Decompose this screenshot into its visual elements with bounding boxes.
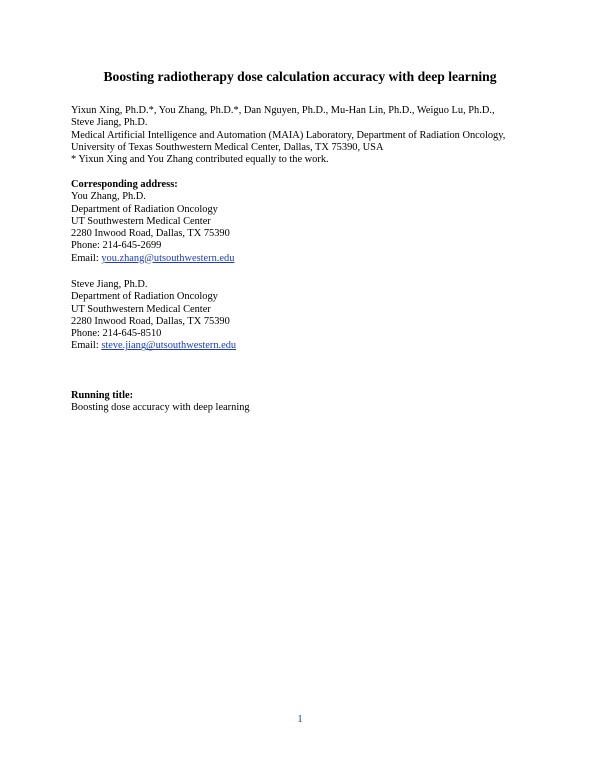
author-block xyxy=(71,105,541,166)
contact-name: You Zhang, Ph.D. xyxy=(71,191,146,203)
contact-department: Department of Radiation Oncology xyxy=(71,291,218,303)
page-number: 1 xyxy=(297,713,303,725)
contact-phone: Phone: 214-645-8510 xyxy=(71,328,162,340)
email-link[interactable]: you.zhang@utsouthwestern.edu xyxy=(101,252,235,264)
affiliation-line: University of Texas Southwestern Medical Center, Dallas, TX 75390, USA xyxy=(71,141,384,153)
contact-email-line xyxy=(71,340,541,352)
corresponding-heading: Corresponding address: xyxy=(71,179,178,190)
running-title-block xyxy=(71,390,541,415)
contact-address: 2280 Inwood Road, Dallas, TX 75390 xyxy=(71,315,230,327)
contact-name: Steve Jiang, Ph.D. xyxy=(71,279,148,290)
contact-address: 2280 Inwood Road, Dallas, TX 75390 xyxy=(71,228,230,240)
running-title-text: Boosting dose accuracy with deep learning xyxy=(71,402,250,414)
contact-center: UT Southwestern Medical Center xyxy=(71,215,211,227)
running-title-heading: Running title: xyxy=(71,390,134,401)
contact-department: Department of Radiation Oncology xyxy=(71,203,218,215)
email-link[interactable]: steve.jiang@utsouthwestern.edu xyxy=(101,340,237,352)
author-list-line: Steve Jiang, Ph.D. xyxy=(71,117,148,129)
email-label: Email: xyxy=(71,340,102,352)
affiliation-line: Medical Artificial Intelligence and Automation (MAIA) Laboratory, Department of Radiation Oncology, xyxy=(71,129,506,141)
second-contact-block xyxy=(71,279,541,353)
contact-email-line xyxy=(71,253,541,265)
author-list-line: Yixun Xing, Ph.D.*, You Zhang, Ph.D.*, Dan Nguyen, Ph.D., Mu-Han Lin, Ph.D., Weiguo Lu, Ph.D., xyxy=(71,105,495,116)
email-label: Email: xyxy=(71,252,102,264)
contact-center: UT Southwestern Medical Center xyxy=(71,303,211,315)
contact-phone: Phone: 214-645-2699 xyxy=(71,240,162,252)
equal-contribution-note: * Yixun Xing and You Zhang contributed equally to the work. xyxy=(71,154,329,166)
corresponding-address-block xyxy=(71,179,541,265)
paper-title: Boosting radiotherapy dose calculation accuracy with deep learning xyxy=(103,69,497,84)
